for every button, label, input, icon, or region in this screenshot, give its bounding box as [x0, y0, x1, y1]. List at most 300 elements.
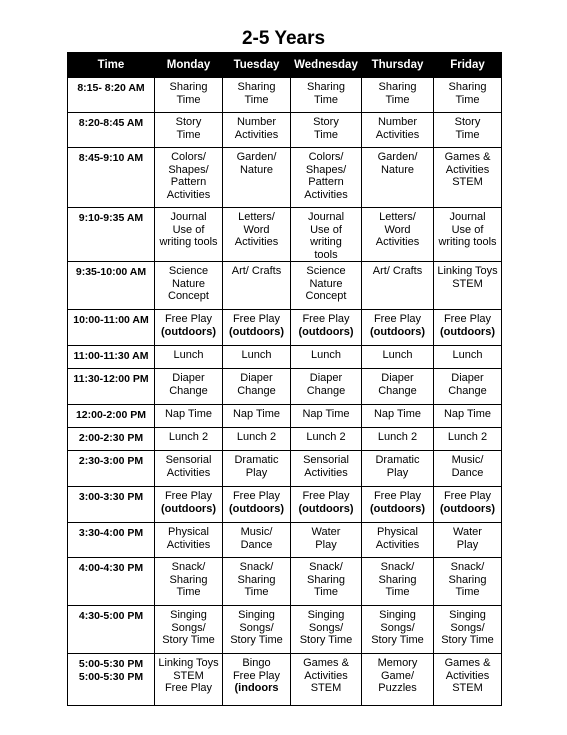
activity-text: Lunch 2 — [447, 431, 488, 443]
activity-cell — [362, 208, 434, 262]
time-cell — [68, 113, 155, 148]
activity-text: Free Play — [232, 669, 281, 682]
activity-cell — [291, 654, 362, 706]
activity-text: (outdoors) — [298, 502, 354, 515]
activity-text: Change — [306, 384, 346, 397]
activity-text: Play — [245, 466, 268, 479]
activity-text: Sharing — [307, 81, 345, 93]
activity-cell — [362, 78, 434, 113]
activity-text: Activities — [375, 538, 420, 551]
activity-text: Story Time — [441, 634, 494, 646]
page-title: 2-5 Years — [241, 28, 326, 49]
activity-text: (outdoors) — [229, 325, 284, 338]
time-text: 3:30-4:00 PM — [78, 527, 144, 539]
activity-text: (outdoors) — [440, 325, 495, 338]
activity-text: Story Time — [230, 634, 283, 646]
activity-text: Activities — [166, 538, 211, 551]
time-text: 5:00-5:30 PM — [78, 670, 144, 683]
activity-cell — [291, 369, 362, 405]
time-text: 4:00-4:30 PM — [78, 562, 144, 574]
activity-cell — [223, 310, 291, 346]
activity-text: Journal — [449, 211, 486, 223]
activity-text: Activities — [166, 188, 211, 201]
activity-cell — [291, 208, 362, 262]
activity-text: Time — [385, 93, 410, 106]
header-friday: Friday — [434, 53, 502, 78]
activity-text: Games & — [444, 151, 491, 163]
activity-cell — [362, 487, 434, 523]
activity-text: Dramatic — [234, 454, 279, 466]
activity-cell — [223, 208, 291, 262]
activity-text: Nature — [171, 277, 206, 290]
activity-text: Free Play — [443, 313, 492, 325]
activity-cell — [291, 606, 362, 654]
activity-cell — [291, 262, 362, 310]
schedule-row — [68, 558, 502, 606]
activity-text: Music/ — [451, 454, 484, 466]
activity-text: Sharing — [237, 573, 276, 586]
activity-text: Activities — [445, 669, 490, 682]
time-text: 9:35-10:00 AM — [75, 266, 147, 278]
time-cell — [68, 654, 155, 706]
schedule-row — [68, 78, 502, 113]
time-cell — [68, 606, 155, 654]
schedule-row — [68, 310, 502, 346]
activity-text: Songs/ — [450, 621, 485, 634]
activity-text: Activities — [375, 128, 420, 141]
time-cell — [68, 346, 155, 369]
activity-text: Physical — [168, 526, 209, 538]
time-cell — [68, 148, 155, 208]
activity-cell — [155, 405, 223, 428]
activity-text: Lunch 2 — [168, 431, 209, 443]
activity-cell — [434, 113, 502, 148]
activity-text: Free Play — [232, 490, 281, 502]
activity-text: Diaper — [172, 372, 205, 384]
activity-cell — [362, 606, 434, 654]
header-time: Time — [68, 53, 155, 78]
activity-text: Free Play — [164, 682, 213, 694]
time-text: 4:30-5:00 PM — [78, 610, 144, 622]
activity-cell — [155, 428, 223, 451]
activity-text: Linking Toys — [158, 657, 219, 669]
activity-cell — [434, 606, 502, 654]
time-text: 11:00-11:30 AM — [73, 350, 149, 362]
activity-text: (outdoors) — [161, 325, 216, 338]
schedule-row — [68, 487, 502, 523]
activity-text: Lunch — [173, 349, 204, 361]
activity-text: Time — [313, 93, 339, 106]
activity-text: Science — [306, 265, 346, 277]
activity-text: Story Time — [162, 634, 215, 646]
time-cell — [68, 405, 155, 428]
activity-text: Concept — [305, 290, 347, 302]
activity-text: Singing — [379, 609, 416, 621]
activity-text: Nap Time — [164, 408, 213, 420]
activity-text: Sensorial — [165, 454, 212, 466]
activity-cell — [291, 113, 362, 148]
activity-cell — [223, 78, 291, 113]
activity-cell — [155, 369, 223, 405]
activity-cell — [223, 487, 291, 523]
activity-text: Use of writing — [310, 223, 342, 248]
activity-cell — [223, 262, 291, 310]
time-cell — [68, 262, 155, 310]
activity-text: Nature — [380, 163, 415, 176]
activity-text: Sharing — [169, 573, 208, 586]
schedule-row — [68, 369, 502, 405]
activity-cell — [155, 113, 223, 148]
schedule-row — [68, 405, 502, 428]
activity-cell — [434, 451, 502, 487]
activity-cell — [434, 487, 502, 523]
activity-text: Change — [237, 384, 276, 397]
activity-text: Songs/ — [308, 621, 344, 634]
header-thursday: Thursday — [362, 53, 434, 78]
activity-text: Free Play — [302, 313, 350, 325]
time-text: 5:00-5:30 PM — [78, 658, 144, 670]
activity-text: Play — [315, 538, 337, 551]
activity-cell — [223, 113, 291, 148]
activity-cell — [155, 487, 223, 523]
activity-text: Game/ — [380, 669, 414, 682]
activity-text: Time — [455, 586, 480, 598]
schedule-row — [68, 654, 502, 706]
activity-text: Songs/ — [171, 621, 206, 634]
time-cell — [68, 369, 155, 405]
time-text: 2:30-3:00 PM — [78, 455, 144, 467]
activity-text: Nap Time — [232, 408, 281, 420]
activity-cell — [362, 451, 434, 487]
schedule-row — [68, 262, 502, 310]
activity-text: Lunch 2 — [236, 431, 277, 443]
activity-text: Physical — [377, 526, 418, 538]
activity-text: Play — [456, 538, 479, 551]
time-text: 8:45-9:10 AM — [78, 152, 144, 164]
activity-text: STEM — [452, 682, 483, 694]
activity-text: Activities — [304, 669, 348, 682]
schedule-row — [68, 523, 502, 558]
activity-cell — [362, 148, 434, 208]
activity-text: Dance — [451, 466, 484, 479]
activity-text: Singing — [170, 609, 207, 621]
activity-text: Letters/ — [379, 211, 416, 223]
time-cell — [68, 78, 155, 113]
activity-text: Singing — [238, 609, 275, 621]
activity-text: tools — [314, 248, 338, 261]
activity-text: writing tools — [159, 236, 218, 248]
activity-text: Pattern — [170, 176, 207, 188]
activity-cell — [291, 78, 362, 113]
time-text: 8:20-8:45 AM — [78, 117, 144, 129]
activity-text: Number — [377, 116, 418, 128]
activity-text: Free Play — [164, 490, 213, 502]
activity-text: (outdoors) — [370, 325, 425, 338]
activity-text: Time — [313, 586, 339, 598]
activity-cell — [362, 428, 434, 451]
activity-text: Time — [313, 128, 339, 141]
activity-text: Use of — [451, 223, 484, 236]
activity-cell — [223, 654, 291, 706]
activity-text: Singing — [449, 609, 486, 621]
activity-text: Sharing — [378, 573, 417, 586]
activity-text: (outdoors) — [370, 502, 425, 515]
activity-text: Colors/ — [308, 151, 344, 163]
activity-text: Play — [386, 466, 409, 479]
activity-text: Songs/ — [380, 621, 415, 634]
activity-text: Letters/ — [238, 211, 275, 223]
activity-cell — [291, 310, 362, 346]
activity-text: Free Play — [443, 490, 492, 502]
activity-text: Water — [453, 526, 482, 538]
activity-cell — [434, 262, 502, 310]
activity-text: Pattern — [308, 176, 344, 188]
activity-text: Sharing — [448, 81, 487, 93]
activity-cell — [434, 405, 502, 428]
activity-text: Story Time — [371, 634, 424, 646]
activity-text: Nap Time — [443, 408, 492, 420]
activity-cell — [434, 428, 502, 451]
activity-cell — [291, 428, 362, 451]
time-cell — [68, 428, 155, 451]
activity-cell — [155, 654, 223, 706]
time-text: 9:10-9:35 AM — [78, 212, 144, 224]
activity-text: STEM — [173, 669, 204, 682]
activity-cell — [155, 558, 223, 606]
activity-text: (outdoors) — [440, 502, 495, 515]
activity-text: Activities — [445, 163, 490, 176]
schedule-table — [67, 52, 502, 706]
activity-cell — [291, 558, 362, 606]
activity-text: Journal — [307, 211, 345, 223]
activity-cell — [434, 78, 502, 113]
activity-text: (indoors — [234, 682, 279, 694]
activity-text: Dramatic — [375, 454, 420, 466]
activity-text: Time — [244, 93, 269, 106]
activity-text: writing tools — [438, 236, 497, 248]
activity-cell — [155, 148, 223, 208]
activity-cell — [291, 346, 362, 369]
activity-text: Music/ — [240, 526, 273, 538]
activity-text: Snack/ — [450, 561, 485, 573]
activity-cell — [434, 148, 502, 208]
activity-text: Shapes/ — [305, 163, 347, 176]
activity-text: Nature — [239, 163, 274, 176]
activity-text: Time — [385, 586, 410, 598]
activity-text: Time — [455, 128, 480, 141]
activity-text: Art/ Crafts — [231, 265, 282, 277]
activity-text: Lunch — [452, 349, 483, 361]
activity-text: Dance — [240, 538, 273, 551]
activity-text: Puzzles — [378, 682, 417, 694]
activity-cell — [223, 405, 291, 428]
activity-cell — [223, 606, 291, 654]
activity-text: Nap Time — [302, 408, 350, 420]
activity-text: Concept — [168, 290, 209, 302]
activity-text: Story — [313, 116, 339, 128]
activity-text: Songs/ — [239, 621, 274, 634]
activity-text: Snack/ — [239, 561, 274, 573]
activity-text: Diaper — [240, 372, 273, 384]
activity-text: Word — [243, 223, 270, 236]
activity-text: (outdoors) — [161, 502, 216, 515]
activity-cell — [155, 78, 223, 113]
activity-text: Games & — [303, 657, 349, 669]
activity-text: Art/ Crafts — [372, 265, 423, 277]
activity-text: Use of — [172, 223, 205, 236]
schedule-row — [68, 113, 502, 148]
activity-text: Bingo — [242, 657, 271, 669]
activity-text: Water — [311, 526, 341, 538]
activity-cell — [362, 523, 434, 558]
schedule-row — [68, 428, 502, 451]
activity-cell — [155, 346, 223, 369]
activity-text: Sharing — [448, 573, 487, 586]
time-cell — [68, 558, 155, 606]
activity-text: Journal — [170, 211, 207, 223]
header-monday: Monday — [155, 53, 223, 78]
activity-text: Garden/ — [236, 151, 277, 163]
time-text: 11:30-12:00 PM — [73, 373, 149, 385]
activity-text: Shapes/ — [168, 163, 209, 176]
activity-text: Activities — [234, 128, 279, 141]
time-cell — [68, 451, 155, 487]
activity-text: Memory — [377, 657, 418, 669]
schedule-row — [68, 346, 502, 369]
activity-text: Free Play — [232, 313, 281, 325]
time-text: 10:00-11:00 AM — [73, 314, 149, 326]
activity-text: Lunch — [311, 349, 341, 361]
activity-text: Free Play — [302, 490, 350, 502]
activity-text: Story — [175, 116, 202, 128]
activity-text: Time — [176, 586, 201, 598]
activity-cell — [434, 369, 502, 405]
activity-text: Snack/ — [380, 561, 415, 573]
activity-cell — [362, 113, 434, 148]
activity-text: Sharing — [169, 81, 208, 93]
activity-text: Colors/ — [171, 151, 206, 163]
activity-text: Nature — [309, 277, 343, 290]
activity-text: Free Play — [373, 313, 422, 325]
activity-text: Snack/ — [171, 561, 206, 573]
activity-text: Singing — [307, 609, 345, 621]
activity-text: Change — [169, 384, 208, 397]
activity-cell — [223, 558, 291, 606]
activity-cell — [155, 606, 223, 654]
time-cell — [68, 523, 155, 558]
activity-text: STEM — [452, 176, 483, 188]
activity-text: Number — [236, 116, 277, 128]
activity-cell — [155, 208, 223, 262]
activity-cell — [155, 523, 223, 558]
activity-text: Activities — [304, 466, 348, 479]
activity-cell — [434, 654, 502, 706]
activity-text: STEM — [452, 277, 483, 290]
activity-text: Activities — [375, 236, 420, 248]
activity-cell — [155, 262, 223, 310]
activity-cell — [223, 346, 291, 369]
activity-text: Change — [448, 384, 487, 397]
time-text: 8:15- 8:20 AM — [77, 82, 145, 94]
header-tuesday: Tuesday — [223, 53, 291, 78]
activity-text: Activities — [166, 466, 211, 479]
time-cell — [68, 487, 155, 523]
activity-cell — [291, 487, 362, 523]
activity-text: Lunch — [382, 349, 413, 361]
activity-cell — [291, 148, 362, 208]
activity-text: (outdoors) — [298, 325, 354, 338]
activity-cell — [223, 369, 291, 405]
activity-text: Science — [168, 265, 209, 277]
activity-cell — [223, 428, 291, 451]
activity-text: Change — [378, 384, 417, 397]
activity-cell — [434, 346, 502, 369]
activity-cell — [362, 310, 434, 346]
activity-text: STEM — [310, 682, 342, 694]
activity-text: Free Play — [373, 490, 422, 502]
activity-cell — [362, 405, 434, 428]
activity-cell — [434, 523, 502, 558]
activity-text: Activities — [234, 236, 279, 248]
activity-text: Linking Toys — [437, 265, 498, 277]
activity-text: Diaper — [451, 372, 484, 384]
activity-cell — [362, 346, 434, 369]
activity-text: Diaper — [381, 372, 414, 384]
header-row — [68, 53, 502, 78]
activity-cell — [223, 523, 291, 558]
schedule-row — [68, 148, 502, 208]
time-cell — [68, 208, 155, 262]
activity-text: (outdoors) — [229, 502, 284, 515]
activity-cell — [362, 369, 434, 405]
activity-cell — [434, 208, 502, 262]
activity-text: Story — [454, 116, 481, 128]
activity-cell — [362, 558, 434, 606]
time-text: 3:00-3:30 PM — [78, 491, 144, 503]
schedule-row — [68, 451, 502, 487]
activity-cell — [434, 558, 502, 606]
activity-cell — [362, 262, 434, 310]
activity-text: Lunch — [241, 349, 272, 361]
time-text: 2:00-2:30 PM — [78, 432, 144, 444]
activity-text: Sharing — [307, 573, 345, 586]
schedule-body — [68, 78, 502, 706]
activity-text: Sharing — [237, 81, 276, 93]
activity-cell — [291, 451, 362, 487]
schedule-row — [68, 208, 502, 262]
activity-text: Story Time — [299, 634, 353, 646]
activity-text: Garden/ — [377, 151, 418, 163]
activity-text: Time — [176, 128, 201, 141]
activity-cell — [291, 523, 362, 558]
activity-cell — [362, 654, 434, 706]
activity-cell — [223, 451, 291, 487]
activity-text: Games & — [444, 657, 491, 669]
activity-text: Lunch 2 — [306, 431, 346, 443]
activity-cell — [223, 148, 291, 208]
activity-text: Word — [384, 223, 411, 236]
time-cell — [68, 310, 155, 346]
activity-cell — [434, 310, 502, 346]
activity-text: Free Play — [164, 313, 213, 325]
time-text: 12:00-2:00 PM — [75, 409, 147, 421]
header-wednesday: Wednesday — [291, 53, 362, 78]
schedule-row — [68, 606, 502, 654]
activity-text: Snack/ — [309, 561, 343, 573]
activity-cell — [155, 310, 223, 346]
activity-text: Lunch 2 — [377, 431, 418, 443]
activity-text: Activities — [304, 188, 348, 201]
